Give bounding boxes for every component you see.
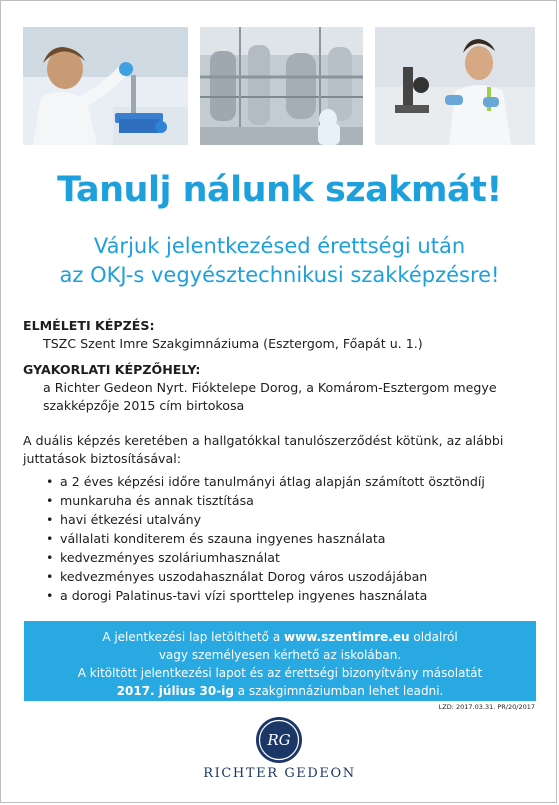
banner-line-4-post: a szakgimnáziumban lehet leadni. [233, 684, 444, 698]
deadline-date: 2017. július 30-ig [116, 684, 234, 698]
intro-paragraph [23, 432, 538, 468]
banner-line-1-pre: A jelentkezési lap letölthető a [102, 630, 285, 644]
intro-line-2: juttatások biztosításával: [23, 451, 181, 466]
theory-section [23, 317, 538, 353]
practice-line-1: a Richter Gedeon Nyrt. Fióktelepe Dorog, a Komárom-Esztergom megye [43, 380, 497, 395]
lab-photo-microscope [375, 27, 535, 145]
benefit-item: • havi étkezési utalvány [46, 510, 485, 529]
banner-line-1-post: oldalról [409, 630, 458, 644]
subheadline-line-1: Várjuk jelentkezésed érettségi után [93, 234, 466, 258]
practice-line-2: szakképzője 2015 cím birtokosa [43, 398, 245, 413]
benefit-item: • a dorogi Palatinus-tavi vízi sporttelep ingyenes használata [46, 586, 485, 605]
reference-code: LZD: 2017.03.31. PR/20/2017 [438, 703, 535, 711]
factory-photo [200, 27, 363, 145]
benefit-item: • kedvezményes szoláriumhasználat [46, 548, 485, 567]
banner-line-4 [24, 682, 536, 700]
benefits-list [46, 472, 485, 605]
intro-line-1: A duális képzés keretében a hallgatókkal tanulószerződést kötünk, az alábbi [23, 433, 504, 448]
brand-name: RICHTER GEDEON [203, 766, 356, 781]
lab-photo-pipette [23, 27, 188, 145]
banner-line-1 [24, 628, 536, 646]
benefit-item: • vállalati konditerem és szauna ingyenes használata [46, 529, 485, 548]
practice-label: GYAKORLATI KÉPZŐHELY: [23, 362, 201, 377]
subheadline [0, 232, 559, 290]
richter-gedeon-logo [255, 716, 303, 764]
theory-label: ELMÉLETI KÉPZÉS: [23, 318, 155, 333]
benefit-item: • a 2 éves képzési időre tanulmányi átlag alapján számított ösztöndíj [46, 472, 485, 491]
benefit-item: • munkaruha és annak tisztítása [46, 491, 485, 510]
website-link[interactable]: www.szentimre.eu [284, 630, 410, 644]
application-banner [24, 621, 536, 701]
banner-line-3: A kitöltött jelentkezési lapot és az érettségi bizonyítvány másolatát [77, 666, 483, 680]
svg-text:RG: RG [267, 731, 291, 749]
theory-value: TSZC Szent Imre Szakgimnáziuma (Esztergom, Főapát u. 1.) [43, 336, 423, 351]
benefit-item: • kedvezményes uszodahasználat Dorog város uszodájában [46, 567, 485, 586]
practice-section [23, 361, 538, 415]
headline: Tanulj nálunk szakmát! [57, 170, 502, 210]
banner-line-2: vagy személyesen kérhető az iskolában. [158, 648, 402, 662]
subheadline-line-2: az OKJ-s vegyésztechnikusi szakképzésre! [59, 263, 500, 287]
photo-strip [23, 27, 535, 145]
